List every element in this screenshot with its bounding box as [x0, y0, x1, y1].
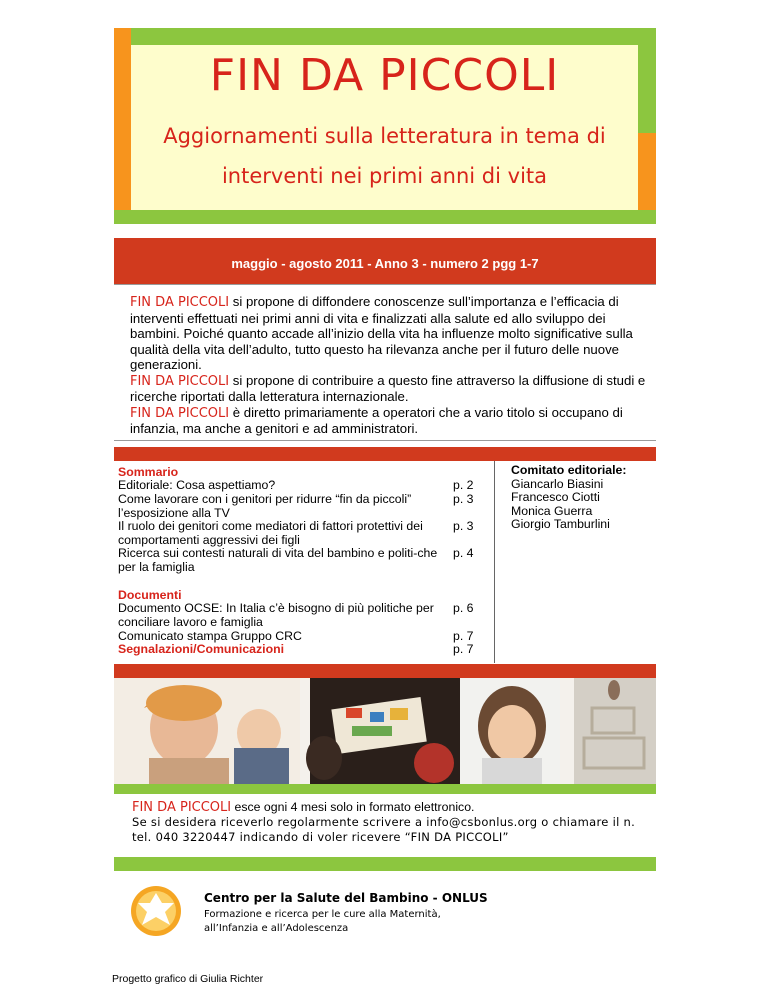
toc-page: p. 3	[453, 519, 474, 533]
toc-item: Ricerca sui contesti naturali di vita del bambino e politi-che per la famiglia	[118, 546, 438, 574]
comitato-member: Francesco Ciotti	[511, 490, 600, 504]
footer-green-bar	[114, 857, 656, 871]
brand-mention: FIN DA PICCOLI	[132, 800, 232, 815]
footer-line-1: esce ogni 4 mesi solo in formato elettronico.	[231, 800, 475, 814]
toc-item: Come lavorare con i genitori per ridurre “fin da piccoli” l’esposizione alla TV	[118, 492, 412, 520]
header-left-bar	[114, 28, 131, 224]
column-separator	[494, 461, 495, 663]
distribution-note	[132, 800, 652, 845]
newsletter-title: FIN DA PICCOLI	[209, 50, 560, 101]
comitato-heading: Comitato editoriale:	[511, 463, 627, 477]
design-credit: Progetto grafico di Giulia Richter	[112, 973, 264, 985]
comitato-member: Giancarlo Biasini	[511, 476, 604, 491]
csb-logo-icon	[130, 885, 182, 937]
photo-collage	[114, 678, 656, 784]
sommario-heading: Sommario	[118, 465, 179, 479]
header-bottom-bar	[114, 210, 656, 224]
subtitle-line-2: interventi nei primi anni di vita	[221, 164, 548, 188]
org-sub-line-1: Formazione e ricerca per le cure alla Maternità,	[204, 909, 441, 920]
toc-page: p. 6	[453, 601, 474, 615]
brand-mention: FIN DA PICCOLI	[130, 405, 230, 421]
comitato-editoriale	[511, 464, 626, 532]
segnalazioni-item: Segnalazioni/Comunicazioni	[118, 642, 285, 656]
divider	[114, 284, 656, 285]
comitato-member: Monica Guerra	[511, 503, 593, 518]
header-top-bar	[124, 28, 656, 45]
toc-page: p. 7	[453, 629, 474, 643]
toc-item: Documento OCSE: In Italia c’è bisogno di più politiche per conciliare lavoro e famiglia	[118, 601, 434, 629]
toc-item: Editoriale: Cosa aspettiamo?	[118, 478, 276, 492]
photo-strip	[114, 678, 656, 784]
subtitle-line-1: Aggiornamenti sulla letteratura in tema di	[163, 124, 606, 148]
toc-item: Comunicato stampa Gruppo CRC	[118, 629, 302, 643]
footer-line-3: tel. 040 3220447 indicando di voler ricevere “FIN DA PICCOLI”	[132, 830, 509, 844]
toc-page: p. 2	[453, 478, 474, 492]
org-sub-line-2: all’Infanzia e all’Adolescenza	[204, 923, 349, 934]
header-right-bar-top	[638, 28, 656, 133]
green-strip	[114, 784, 656, 794]
org-description	[204, 908, 441, 936]
toc-page: p. 4	[453, 546, 474, 560]
intro-paragraph-2: si propone di contribuire a questo fine attraverso la diffusione di studi e ricerche riportati dalla letteratura internazionale.	[130, 372, 646, 404]
toc-item: Il ruolo dei genitori come mediatori di fattori protettivi dei comportamenti aggressivi dei figli	[118, 519, 423, 547]
toc-page: p. 7	[453, 642, 474, 656]
footer-line-2: Se si desidera riceverlo regolarmente scrivere a info@csbonlus.org o chiamare il n.	[132, 815, 636, 829]
intro-paragraph-3: è diretto primariamente a operatori che a vario titolo si occupano di infanzia, ma anche a genitori e ad amministratori.	[130, 404, 623, 436]
intro-paragraph-1: si propone di diffondere conoscenze sull’importanza e l’efficacia di interventi effettuati nei primi anni di vita e finalizzati alla salute ed allo sviluppo dei bambini. Poiché quanto accade all’inizio della vita ha influenze molto significative sulla qualità della vita dell’adulto, tutto questo ha rilevanza anche per il futuro delle nuove generazioni.	[130, 294, 633, 372]
documenti-heading: Documenti	[118, 588, 182, 602]
brand-mention: FIN DA PICCOLI	[130, 373, 230, 389]
sommario-bottom-bar	[114, 664, 656, 678]
issue-date: maggio - agosto 2011 - Anno 3 - numero 2 pgg 1-7	[231, 256, 539, 271]
comitato-member: Giorgio Tamburlini	[511, 517, 610, 531]
brand-mention: FIN DA PICCOLI	[130, 295, 230, 310]
org-name: Centro per la Salute del Bambino - ONLUS	[204, 891, 488, 905]
intro-text	[130, 294, 655, 437]
divider	[114, 440, 656, 441]
sommario-top-bar	[114, 447, 656, 461]
toc-page: p. 3	[453, 492, 474, 506]
